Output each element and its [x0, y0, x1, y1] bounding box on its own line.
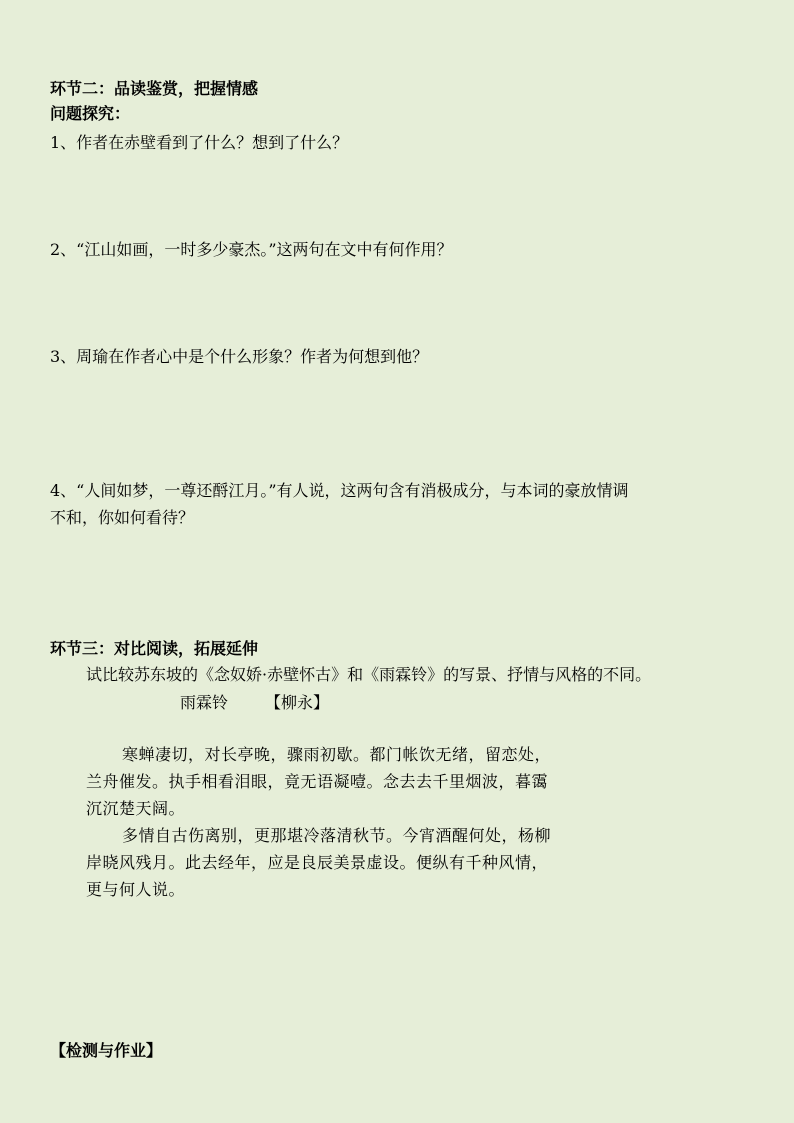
question-1: 1、作者在赤壁看到了什么？想到了什么？ [50, 133, 349, 152]
poem-line: 寒蝉凄切，对长亭晚，骤雨初歇。都门帐饮无绪，留恋处， [122, 745, 552, 764]
question-4-line1: 4、“人间如梦，一尊还酹江月。”有人说，这两句含有消极成分，与本词的豪放情调 [50, 481, 629, 500]
question-2: 2、“江山如画，一时多少豪杰。”这两句在文中有何作用？ [50, 240, 453, 259]
poem-line: 更与何人说。 [86, 880, 186, 899]
question-4-line2: 不和，你如何看待？ [50, 508, 195, 527]
homework-heading: 【检测与作业】 [50, 1041, 163, 1060]
poem-line: 兰舟催发。执手相看泪眼，竟无语凝噎。念去去千里烟波，暮霭 [86, 772, 549, 791]
poem-line: 沉沉楚天阔。 [86, 799, 186, 818]
poem-title: 雨霖铃 [180, 693, 229, 712]
poem-author: 【柳永】 [265, 693, 330, 712]
section2-subheading: 问题探究： [50, 104, 131, 123]
poem-line: 岸晓风残月。此去经年，应是良辰美景虚设。便纵有千种风情， [86, 853, 549, 872]
question-3: 3、周瑜在作者心中是个什么形象？作者为何想到他？ [50, 347, 429, 366]
section3-heading: 环节三：对比阅读，拓展延伸 [50, 639, 259, 658]
section2-heading: 环节二：品读鉴赏，把握情感 [50, 79, 259, 98]
comparison-task: 试比较苏东坡的《念奴娇·赤壁怀古》和《雨霖铃》的写景、抒情与风格的不同。 [86, 665, 652, 684]
poem-line: 多情自古伤离别，更那堪冷落清秋节。今宵酒醒何处，杨柳 [122, 826, 552, 845]
